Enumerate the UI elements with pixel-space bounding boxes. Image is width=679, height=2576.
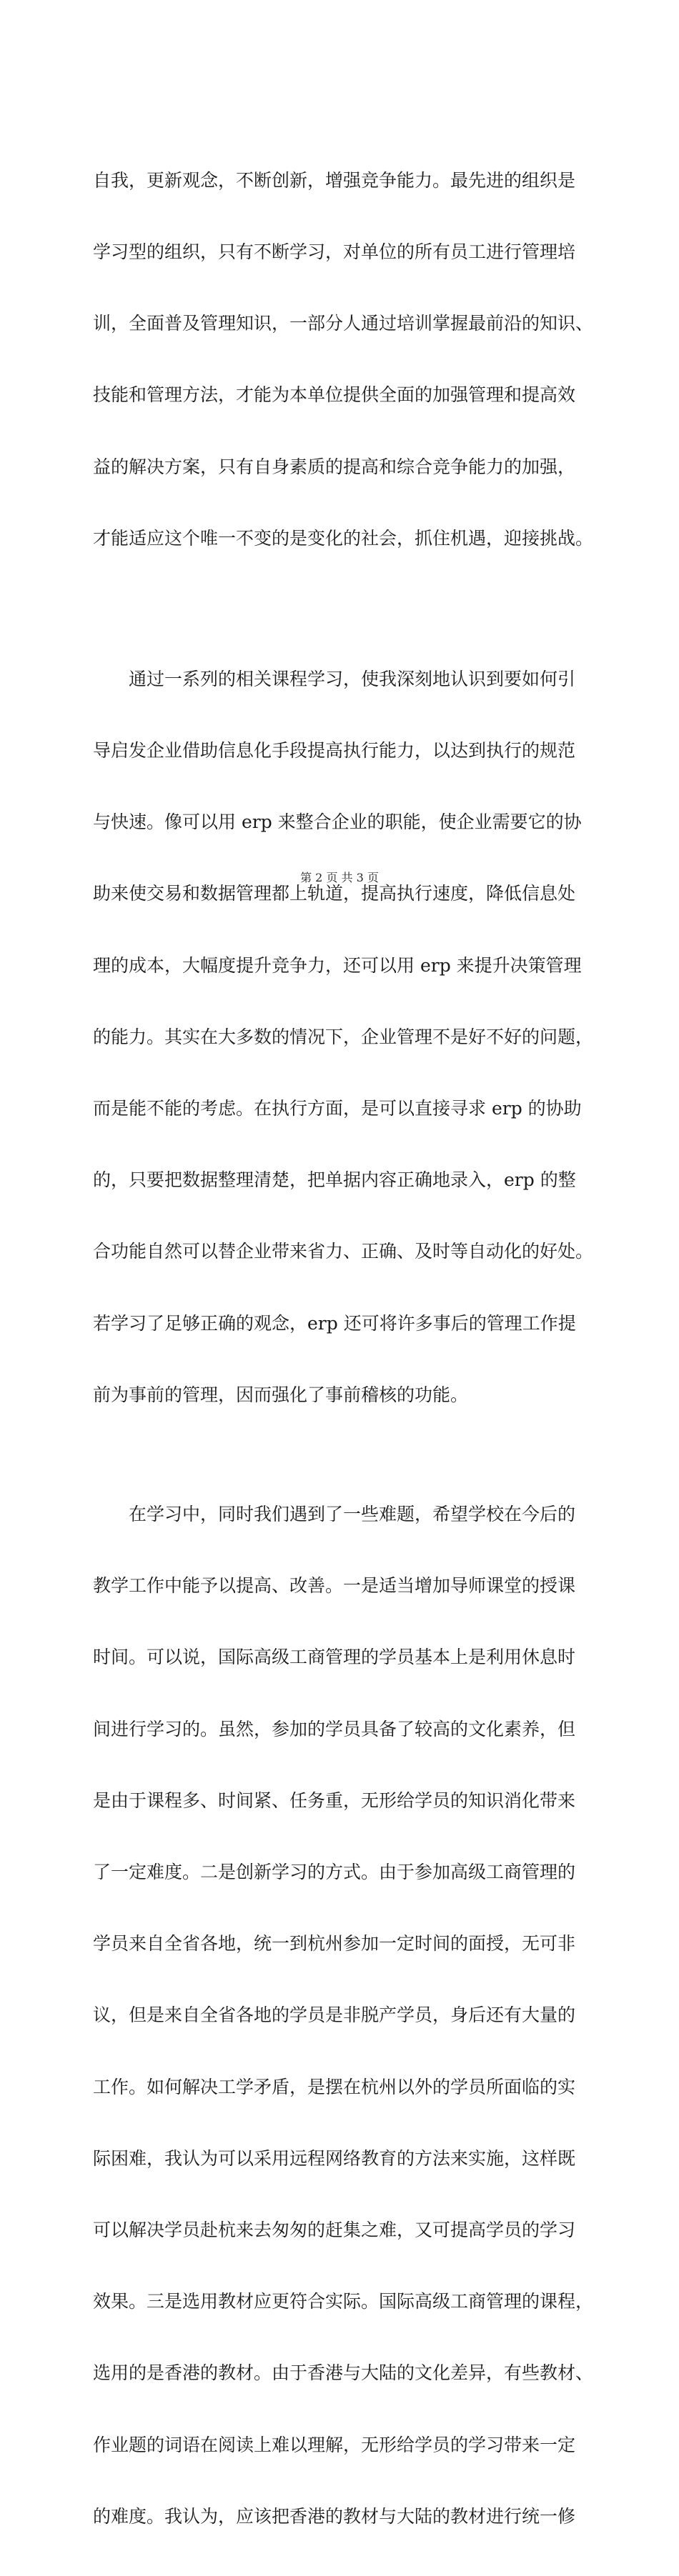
text-line: 前为事前的管理，因而强化了事前稽核的功能。 — [93, 1384, 469, 1405]
text-line: 教学工作中能予以提高、改善。一是适当增加导师课堂的授课 — [93, 1575, 576, 1597]
paragraph-gap — [93, 598, 593, 619]
paragraph-1 — [93, 121, 593, 598]
text-line: 时间。可以说，国际高级工商管理的学员基本上是利用休息时 — [93, 1647, 576, 1668]
text-line: 与快速。像可以用 erp 来整合企业的职能，使企业需要它的协 — [93, 812, 582, 833]
text-line: 工作。如何解决工学矛盾，是摆在杭州以外的学员所面临的实 — [93, 2076, 576, 2097]
text-line: 是由于课程多、时间紧、任务重，无形给学员的知识消化带来 — [93, 1789, 576, 1811]
text-line: 效果。三是选用教材应更符合实际。国际高级工商管理的课程， — [93, 2291, 594, 2312]
text-line: 的能力。其实在大多数的情况下，企业管理不是好不好的问题， — [93, 1026, 594, 1047]
text-line: 助来使交易和数据管理都上轨道，提高执行速度，降低信息处 — [93, 883, 576, 904]
text-line: 议，但是来自全省各地的学员是非脱产学员，身后还有大量的 — [93, 2005, 576, 2026]
text-line: 导启发企业借助信息化手段提高执行能力，以达到执行的规范 — [93, 740, 576, 762]
text-line: 技能和管理方法，才能为本单位提供全面的加强管理和提高效 — [93, 384, 576, 406]
text-line: 的，只要把数据整理清楚，把单据内容正确地录入，erp 的整 — [93, 1169, 576, 1191]
page-number-footer: 第 2 页 共 3 页 — [300, 871, 379, 884]
text-line: 际困难，我认为可以采用远程网络教育的方法来实施，这样既 — [93, 2147, 576, 2169]
text-line: 理的成本，大幅度提升竞争力，还可以用 erp 来提升决策管理 — [93, 954, 582, 976]
paragraph-2 — [93, 619, 593, 1454]
text-line: 选用的是香港的教材。由于香港与大陆的文化差异，有些教材、 — [93, 2362, 594, 2384]
text-line: 才能适应这个唯一不变的是变化的社会，抓住机遇，迎接挑战。 — [93, 527, 594, 549]
text-line: 自我，更新观念，不断创新，增强竞争能力。最先进的组织是 — [93, 169, 576, 191]
text-line: 通过一系列的相关课程学习，使我深刻地认识到要如何引 — [93, 668, 576, 689]
text-line: 训，全面普及管理知识，一部分人通过培训掌握最前沿的知识、 — [93, 313, 594, 334]
text-line: 作业题的词语在阅读上难以理解，无形给学员的学习带来一定 — [93, 2434, 576, 2455]
text-line: 学员来自全省各地，统一到杭州参加一定时间的面授，无可非 — [93, 1933, 576, 1955]
text-line: 学习型的组织，只有不断学习，对单位的所有员工进行管理培 — [93, 241, 576, 263]
paragraph-3 — [93, 1454, 593, 2576]
text-line: 在学习中，同时我们遇到了一些难题，希望学校在今后的 — [93, 1503, 576, 1524]
text-line: 了一定难度。二是创新学习的方式。由于参加高级工商管理的 — [93, 1861, 576, 1882]
text-line: 合功能自然可以替企业带来省力、正确、及时等自动化的好处。 — [93, 1241, 594, 1262]
text-line: 而是能不能的考虑。在执行方面，是可以直接寻求 erp 的协助 — [93, 1098, 582, 1119]
document-body — [93, 121, 593, 2576]
text-line: 益的解决方案，只有自身素质的提高和综合竞争能力的加强， — [93, 456, 576, 477]
text-line: 可以解决学员赴杭来去匆匆的赶集之难，又可提高学员的学习 — [93, 2219, 576, 2240]
text-line: 间进行学习的。虽然，参加的学员具备了较高的文化素养，但 — [93, 1718, 576, 1739]
text-line: 若学习了足够正确的观念，erp 还可将许多事后的管理工作提 — [93, 1312, 576, 1334]
text-line: 的难度。我认为，应该把香港的教材与大陆的教材进行统一修 — [93, 2505, 576, 2527]
